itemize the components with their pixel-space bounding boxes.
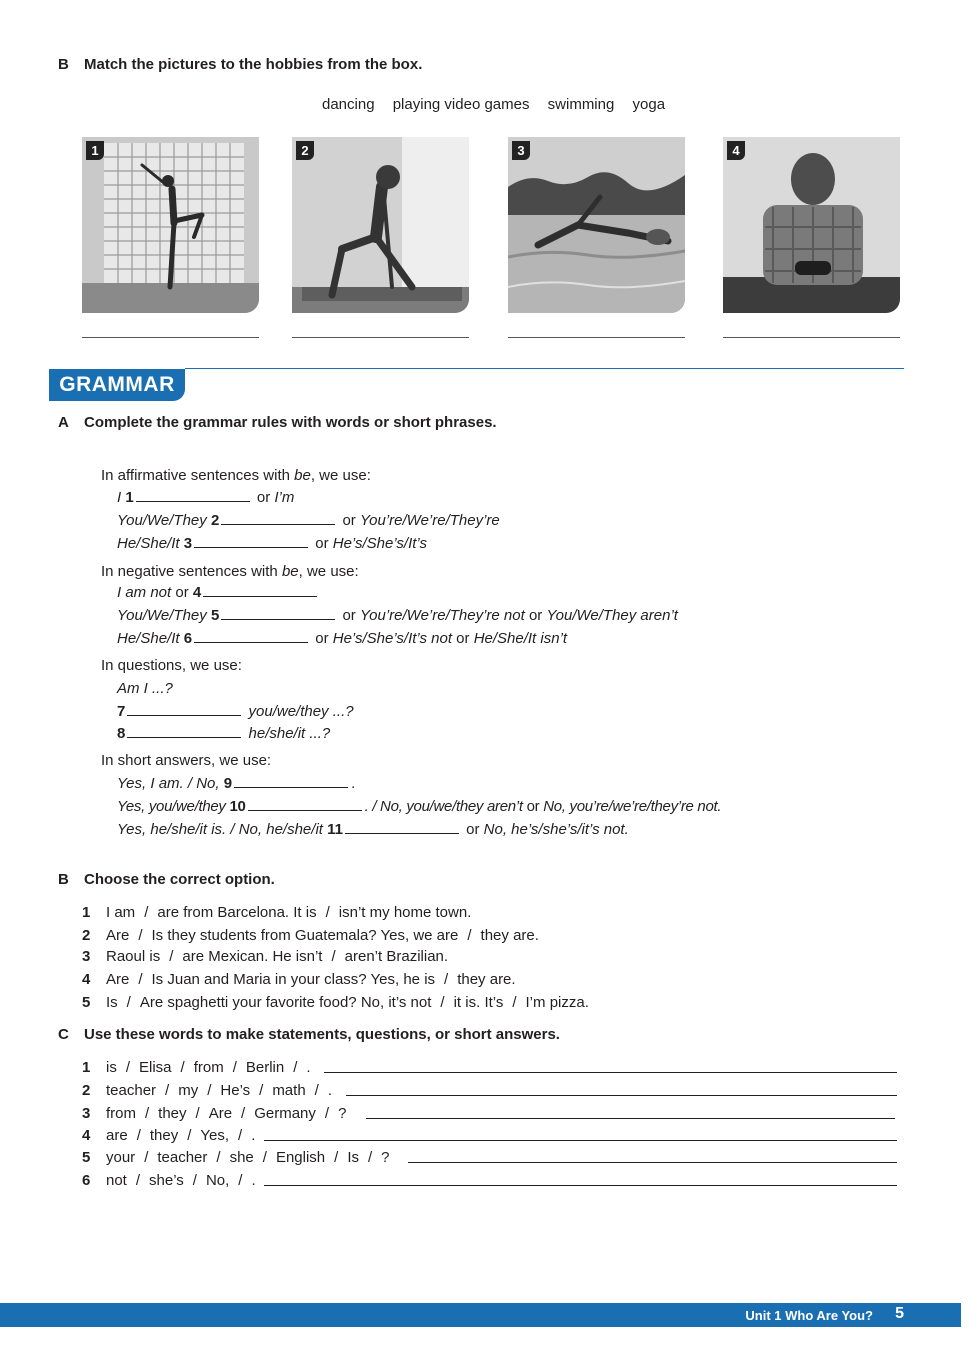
or-word: or (315, 535, 329, 552)
answer-line-c1[interactable] (324, 1072, 897, 1073)
rule-row-3 (117, 534, 427, 554)
answer-line-c3[interactable] (366, 1118, 895, 1119)
separator: / (262, 1149, 267, 1166)
contraction: He’s/She’s/It’s (332, 535, 427, 552)
page-footer (0, 1303, 961, 1327)
gamer-illustration (723, 137, 900, 313)
item-text: I (106, 904, 111, 921)
word: Are (208, 1105, 233, 1122)
exercise-letter: C (58, 1026, 69, 1043)
grammar-a-heading (58, 414, 497, 431)
separator: / (324, 1105, 330, 1122)
exercise-letter: A (58, 414, 69, 431)
word: she’s (149, 1172, 184, 1189)
answer-line-c2[interactable] (346, 1095, 897, 1096)
word: from (106, 1105, 136, 1122)
dancer-illustration (82, 137, 259, 313)
separator: / (136, 1127, 141, 1144)
rule-row-11 (117, 820, 629, 840)
hobby-word-box (315, 96, 672, 113)
separator: / (238, 1127, 243, 1144)
rule-row-5 (117, 606, 678, 626)
grammar-b-heading (58, 871, 275, 888)
item-number: 4 (82, 1127, 91, 1144)
gap-number: 5 (210, 607, 220, 624)
answer-blank-11[interactable] (345, 820, 459, 834)
item-number: 5 (82, 994, 91, 1011)
yoga-illustration (292, 137, 469, 313)
intro-text: , we use: (310, 467, 371, 484)
separator: / (195, 1105, 200, 1122)
subject: He/She/It (117, 630, 180, 647)
rule-row-8 (117, 724, 330, 744)
option[interactable]: Is (151, 927, 164, 944)
scramble-item-5 (82, 1148, 390, 1168)
page-number: 5 (895, 1305, 904, 1322)
answer-blank-6[interactable] (194, 629, 308, 643)
option[interactable]: I’m (525, 994, 546, 1011)
or-word: or (175, 584, 189, 601)
option[interactable]: we are (413, 927, 459, 944)
item-number: 4 (82, 971, 91, 988)
gap-number: 4 (192, 584, 202, 601)
option[interactable]: are (157, 904, 180, 921)
item-number: 1 (82, 904, 91, 921)
grammar-title: GRAMMAR (49, 369, 185, 401)
word: He’s (220, 1082, 251, 1099)
word: . (251, 1127, 256, 1144)
item-number: 2 (82, 1082, 91, 1099)
word: they (149, 1127, 179, 1144)
hobby-word: swimming (547, 96, 615, 113)
separator: / (145, 1105, 150, 1122)
answer-line-4[interactable] (723, 337, 900, 338)
answer-blank-1[interactable] (136, 488, 250, 502)
scramble-item-3 (82, 1104, 346, 1124)
exercise-letter: B (58, 56, 69, 73)
answer-line-c4[interactable] (264, 1140, 897, 1141)
yoga-photo (292, 137, 469, 313)
separator: / (125, 1059, 131, 1076)
separator: / (180, 1059, 185, 1076)
separator: / (187, 1127, 192, 1144)
exercise-instruction: Choose the correct option. (84, 871, 275, 888)
rule-row-2 (117, 511, 500, 531)
word: ? (381, 1149, 390, 1166)
subject: I (117, 489, 122, 506)
item-text: Mexican. He (208, 948, 292, 965)
short-answer: Yes, I am. / No, (117, 775, 220, 792)
grammar-rule-line (185, 368, 904, 369)
scramble-item-1 (82, 1058, 311, 1078)
item-number: 6 (82, 1172, 91, 1189)
word: not (106, 1172, 127, 1189)
word: . (251, 1172, 256, 1189)
gap-number: 2 (210, 512, 220, 529)
subject: You/We/They (117, 607, 207, 624)
answer-line-2[interactable] (292, 337, 469, 338)
short-answer: No, he’s/she’s/it’s not. (483, 821, 629, 838)
option[interactable]: Is (151, 971, 164, 988)
short-answer: No, you’re/we’re/they’re not. (543, 798, 722, 815)
item-number: 3 (82, 1105, 91, 1122)
word: is (106, 1059, 117, 1076)
separator: / (144, 1149, 149, 1166)
item-text: Brazilian. (386, 948, 449, 965)
picture-number: 1 (86, 141, 104, 160)
separator: / (334, 1149, 339, 1166)
separator: / (192, 1172, 197, 1189)
item-text: Raoul (106, 948, 146, 965)
short-answers-intro: In short answers, we use: (101, 752, 272, 769)
word: Germany (254, 1105, 316, 1122)
hobby-word: playing video games (392, 96, 530, 113)
contraction: You’re/We’re/They’re (359, 512, 500, 529)
contraction: You’re/We’re/They’re not (359, 607, 525, 624)
choice-item-3: 3 Raoul is / are Mexican. He isn’t / aren’t Brazilian. (82, 948, 449, 965)
choice-item-4: 4 Are / Is Juan and Maria in your class? Yes, he is / they are. (82, 971, 516, 988)
option[interactable]: It’s (484, 994, 504, 1011)
word: my (178, 1082, 199, 1099)
contraction: You/We/They aren’t (546, 607, 678, 624)
separator: / (293, 1059, 298, 1076)
exercise-instruction: Complete the grammar rules with words or short phrases. (84, 414, 497, 431)
contraction: I’m (274, 489, 295, 506)
word: your (106, 1149, 136, 1166)
short-answer: Yes, you/we/they (117, 798, 226, 815)
separator: / (314, 1082, 319, 1099)
choice-item-2: 2 Are / Is they students from Guatemala? Yes, we are / they are. (82, 927, 539, 944)
separator: / (238, 1172, 243, 1189)
hobby-word: yoga (632, 96, 666, 113)
exercise-letter: B (58, 871, 69, 888)
separator: / (367, 1149, 373, 1166)
option[interactable]: it’s not (388, 994, 432, 1011)
separator: / (207, 1082, 212, 1099)
word: Is (347, 1149, 359, 1166)
word: English (275, 1149, 326, 1166)
answer-blank-5[interactable] (221, 606, 335, 620)
item-number: 2 (82, 927, 91, 944)
item-number: 1 (82, 1059, 91, 1076)
rule-row-9 (117, 774, 355, 794)
negative-intro (101, 562, 359, 582)
word: Yes, (200, 1127, 230, 1144)
intro-be: be (281, 563, 299, 580)
item-text: spaghetti your favorite food? No, (167, 994, 385, 1011)
answer-line-3[interactable] (508, 337, 685, 338)
scramble-item-4 (82, 1126, 255, 1146)
word: No, (205, 1172, 230, 1189)
grammar-c-heading (58, 1026, 560, 1043)
option[interactable]: isn’t (338, 904, 366, 921)
gap-number: 3 (183, 535, 193, 552)
option[interactable]: Are (106, 927, 130, 944)
separator: / (165, 1082, 170, 1099)
gap-number: 9 (223, 775, 233, 792)
item-number: 5 (82, 1149, 91, 1166)
word: . (306, 1059, 311, 1076)
item-text: . (534, 927, 539, 944)
picture-number: 3 (512, 141, 530, 160)
short-answer: Yes, he/she/it is. / No, he/she/it (117, 821, 323, 838)
option[interactable]: Are (106, 971, 130, 988)
option[interactable]: Is (106, 994, 118, 1011)
intro-text: , we use: (298, 563, 359, 580)
item-text: Juan and Maria in your class? Yes, (167, 971, 400, 988)
option[interactable]: they are (480, 927, 535, 944)
option[interactable]: they are (457, 971, 512, 988)
scramble-item-6 (82, 1171, 256, 1191)
or-word: or (466, 821, 480, 838)
rule-row-4 (117, 583, 320, 603)
answer-blank-9[interactable] (234, 774, 348, 788)
question-example: Am I ...? (117, 680, 173, 697)
gap-number: 10 (229, 798, 246, 815)
or-word: or (456, 630, 470, 647)
gap-number: 8 (117, 725, 126, 742)
subject: You/We/They (117, 512, 207, 529)
picture-number: 4 (727, 141, 745, 160)
dancing-photo (82, 137, 259, 313)
answer-blank-2[interactable] (221, 511, 335, 525)
option[interactable]: are (182, 948, 205, 965)
word: math (272, 1082, 306, 1099)
swimming-photo (508, 137, 685, 313)
question-pattern: he/she/it ...? (248, 725, 331, 742)
item-number: 3 (82, 948, 91, 965)
exercise-instruction: Match the pictures to the hobbies from the box. (84, 56, 423, 73)
word: she (229, 1149, 254, 1166)
answer-blank-8[interactable] (127, 724, 241, 738)
gap-number: 11 (327, 821, 343, 838)
item-text: . (511, 971, 516, 988)
item-text: from Barcelona. It (183, 904, 302, 921)
option[interactable]: am (114, 904, 136, 921)
subject: He/She/It (117, 535, 180, 552)
word: teacher (157, 1149, 208, 1166)
answer-blank-4[interactable] (203, 583, 317, 597)
exercise-b-heading (58, 56, 422, 73)
rule-row-1 (117, 488, 294, 508)
item-text: they students from Guatemala? Yes, (167, 927, 410, 944)
contraction: He’s/She’s/It’s not (332, 630, 452, 647)
unit-title: Unit 1 Who Are You? (745, 1308, 873, 1323)
separator: / (216, 1149, 221, 1166)
separator: / (232, 1059, 237, 1076)
option[interactable]: he is (403, 971, 436, 988)
item-text: pizza. (549, 994, 589, 1011)
option[interactable]: isn’t (295, 948, 323, 965)
word: teacher (106, 1082, 157, 1099)
rule-row-6 (117, 629, 567, 649)
swimmer-illustration (508, 137, 685, 313)
rule-row-10 (117, 797, 721, 817)
answer-blank-10[interactable] (248, 797, 362, 811)
rule-row-7 (117, 702, 354, 722)
option[interactable]: aren’t (344, 948, 383, 965)
intro-text: In affirmative sentences with (101, 467, 295, 484)
intro-text: In negative sentences with (101, 563, 282, 580)
item-text: my home town. (369, 904, 472, 921)
word: . (327, 1082, 333, 1099)
choice-item-1: 1 I am / are from Barcelona. It is / isn’t my home town. (82, 904, 472, 921)
separator: / (241, 1105, 246, 1122)
item-text: . (476, 994, 481, 1011)
short-answer: . / No, you/we/they aren’t (364, 798, 523, 815)
or-word: or (528, 607, 543, 624)
gap-number: 6 (183, 630, 193, 647)
scramble-item-2 (82, 1081, 332, 1101)
answer-blank-7[interactable] (127, 702, 241, 716)
affirmative-intro (101, 466, 371, 486)
subject: I am not (117, 584, 172, 601)
word: Elisa (139, 1059, 172, 1076)
intro-be: be (294, 467, 311, 484)
punctuation: . (351, 775, 356, 792)
or-word: or (526, 798, 540, 815)
word: Berlin (245, 1059, 285, 1076)
word: ? (338, 1105, 347, 1122)
word: from (193, 1059, 224, 1076)
video-games-photo (723, 137, 900, 313)
answer-line-c6[interactable] (264, 1185, 897, 1186)
word: they (158, 1105, 187, 1122)
word: are (106, 1127, 128, 1144)
answer-line-1[interactable] (82, 337, 259, 338)
gap-number: 7 (117, 703, 126, 720)
or-word: or (256, 489, 271, 506)
choice-item-5: 5 Is / Are spaghetti your favorite food? No, it’s not / it is. It’s / I’m pizza. (82, 994, 589, 1011)
option[interactable]: Are (139, 994, 164, 1011)
option[interactable]: is (305, 904, 317, 921)
hobby-word: dancing (322, 96, 375, 113)
question-pattern: you/we/they ...? (248, 703, 354, 720)
option[interactable]: is (149, 948, 161, 965)
picture-number: 2 (296, 141, 314, 160)
answer-line-c5[interactable] (408, 1162, 897, 1163)
gap-number: 1 (125, 489, 134, 506)
separator: / (259, 1082, 264, 1099)
questions-intro: In questions, we use: (101, 657, 242, 674)
or-word: or (342, 512, 356, 529)
contraction: He/She/It isn’t (473, 630, 568, 647)
or-word: or (315, 630, 329, 647)
separator: / (135, 1172, 141, 1189)
exercise-instruction: Use these words to make statements, questions, or short answers. (84, 1026, 560, 1043)
option[interactable]: it is (453, 994, 477, 1011)
or-word: or (342, 607, 356, 624)
answer-blank-3[interactable] (194, 534, 308, 548)
